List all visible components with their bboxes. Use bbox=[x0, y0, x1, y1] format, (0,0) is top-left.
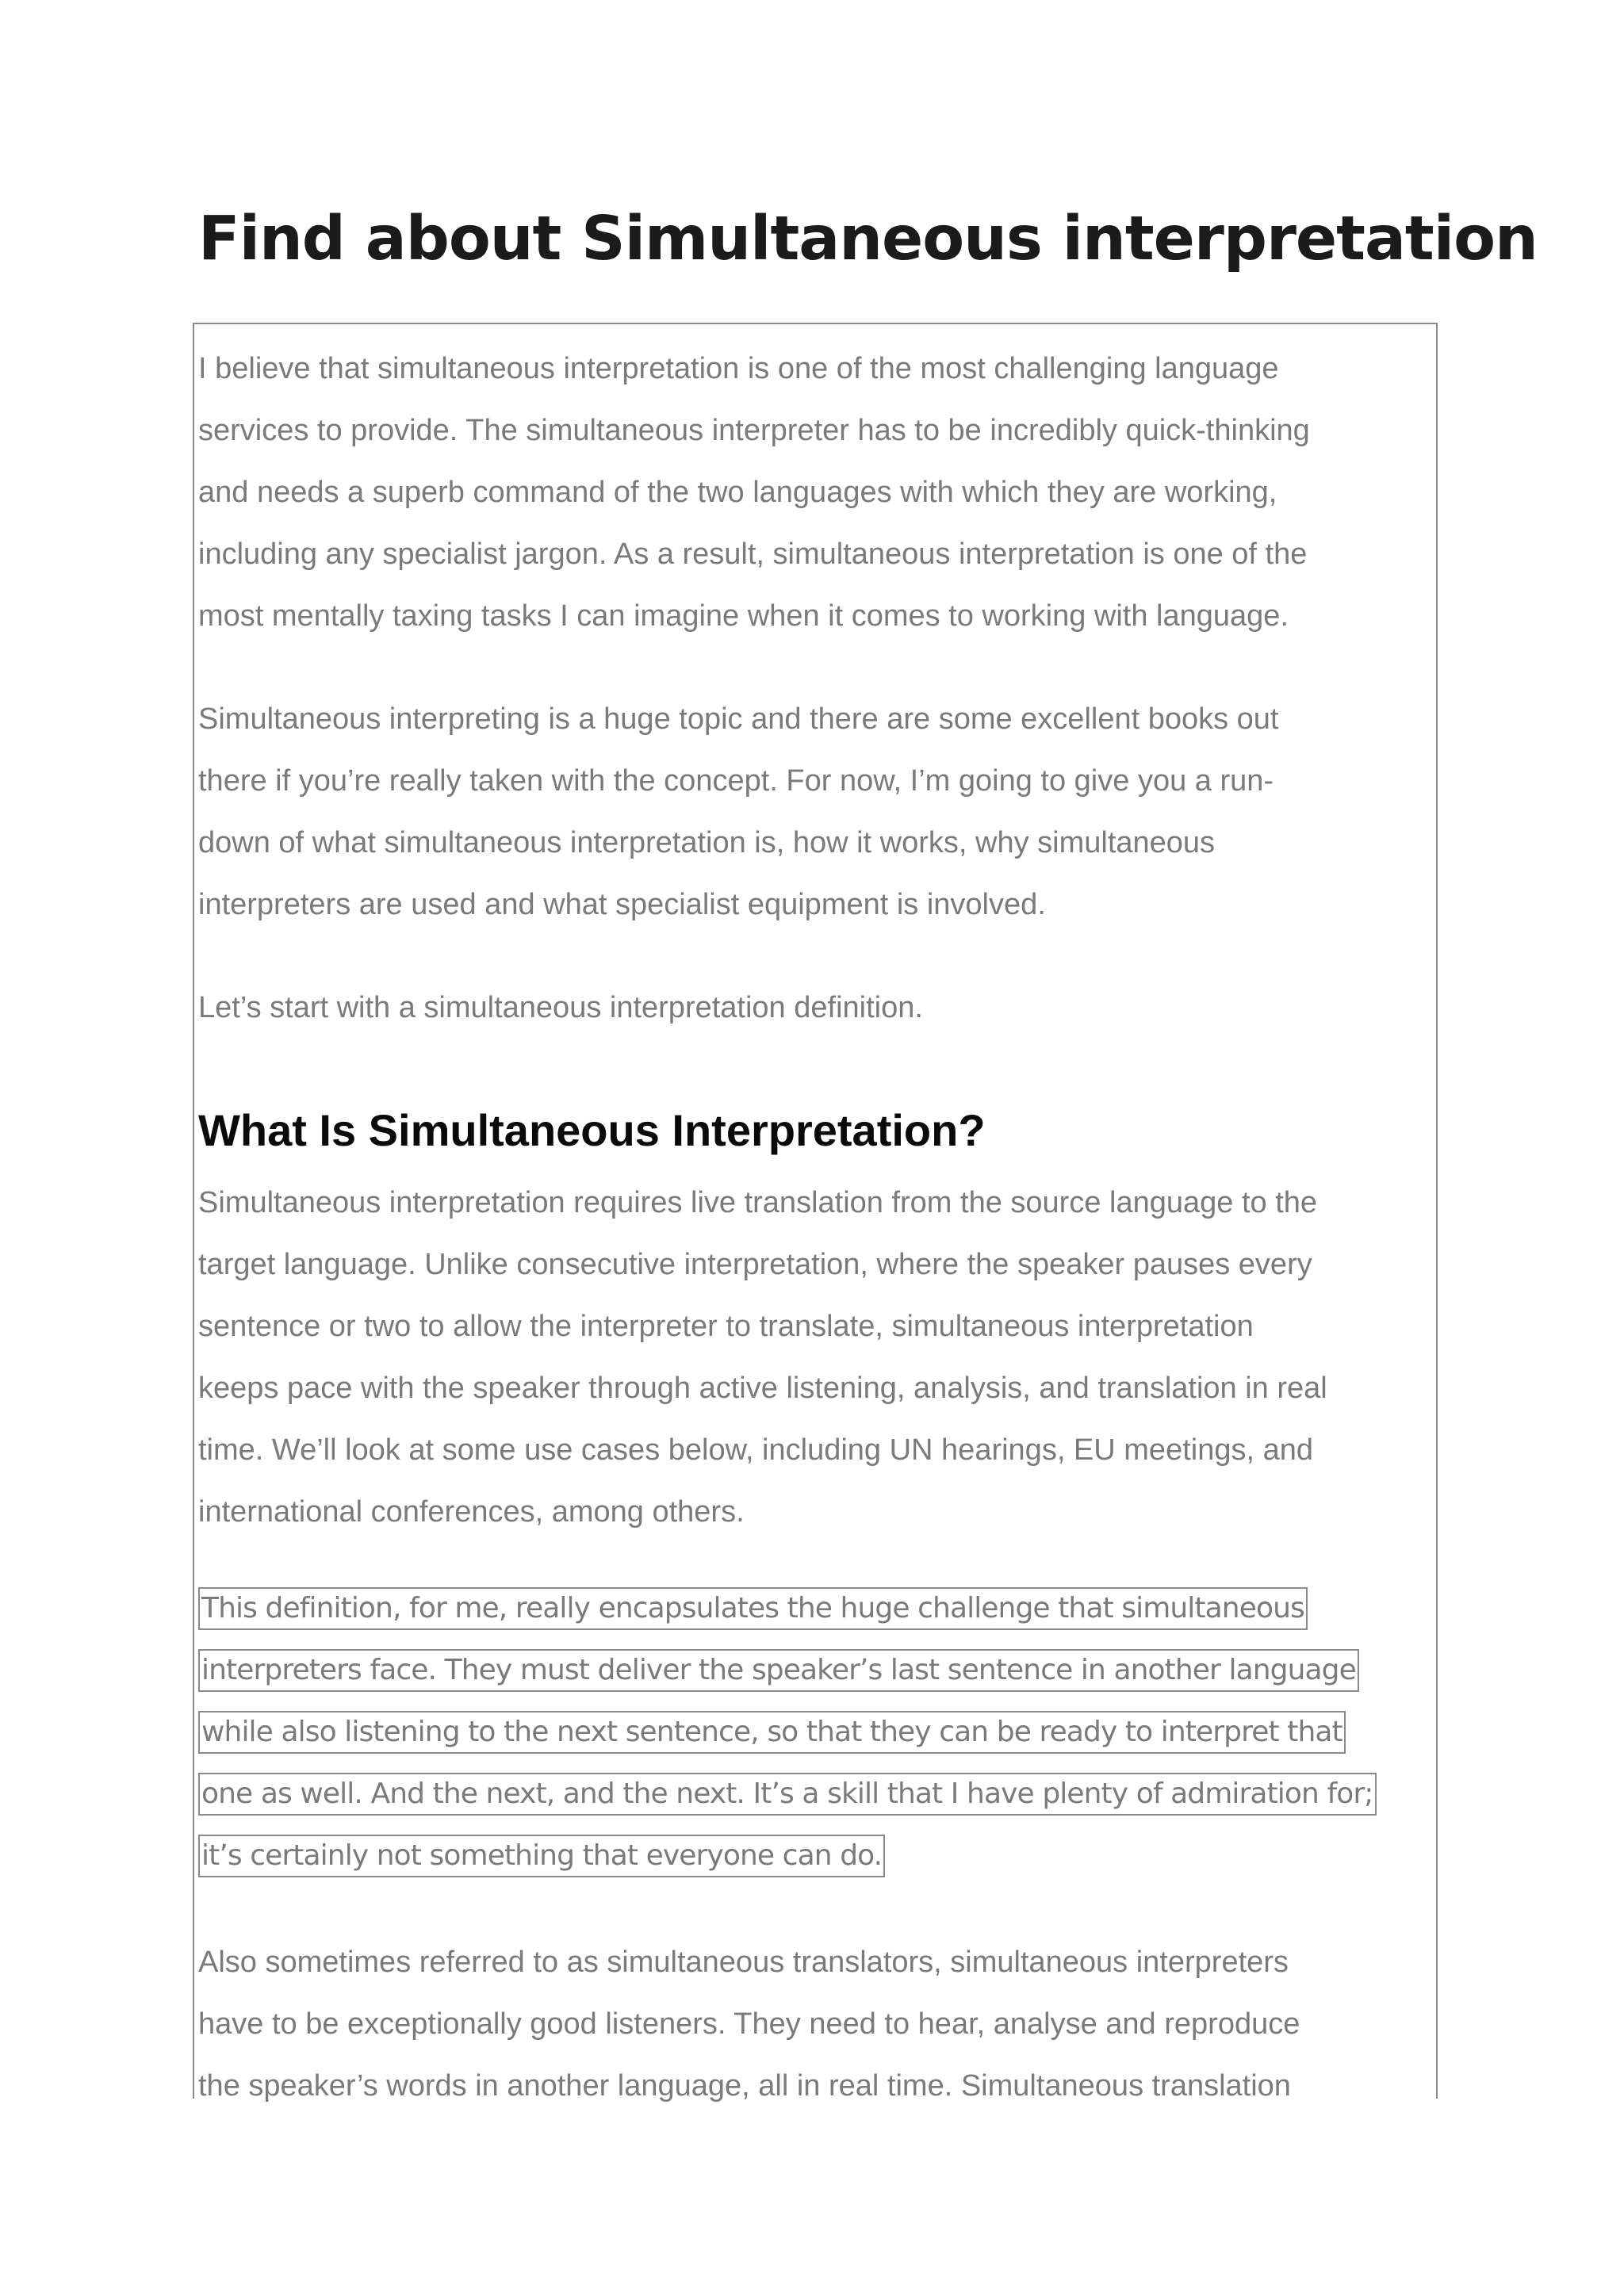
highlighted-line: it’s certainly not something that everyone can do. bbox=[198, 1835, 885, 1877]
text-line: Also sometimes referred to as simultaneous translators, simultaneous interpreters bbox=[198, 1946, 1289, 1979]
text-line: including any specialist jargon. As a result, simultaneous interpretation is one of the bbox=[198, 538, 1308, 571]
text-line: Simultaneous interpretation requires live translation from the source language to the bbox=[198, 1186, 1318, 1219]
text-line: and needs a superb command of the two languages with which they are working, bbox=[198, 476, 1277, 509]
section-heading: What Is Simultaneous Interpretation? bbox=[198, 1105, 986, 1155]
highlighted-paragraph bbox=[198, 1578, 1435, 1887]
text-line: services to provide. The simultaneous interpreter has to be incredibly quick-thinking bbox=[198, 414, 1310, 447]
text-line: the speaker’s words in another language, all in real time. Simultaneous translation bbox=[198, 2069, 1291, 2103]
text-line: Let’s start with a simultaneous interpretation definition. bbox=[198, 991, 923, 1024]
text-line: down of what simultaneous interpretation is, how it works, why simultaneous bbox=[198, 826, 1216, 859]
text-line: I believe that simultaneous interpretation is one of the most challenging language bbox=[198, 352, 1279, 385]
intro-paragraph-1 bbox=[198, 338, 1435, 647]
highlighted-line: interpreters face. They must deliver the speaker’s last sentence in another language bbox=[198, 1649, 1359, 1692]
text-line: sentence or two to allow the interpreter to translate, simultaneous interpretation bbox=[198, 1310, 1254, 1343]
text-line: keeps pace with the speaker through active listening, analysis, and translation in real bbox=[198, 1372, 1327, 1405]
intro-paragraph-2 bbox=[198, 688, 1435, 936]
text-line: have to be exceptionally good listeners. They need to hear, analyse and reproduce bbox=[198, 2007, 1300, 2041]
intro-paragraph-3 bbox=[198, 977, 1435, 1039]
highlighted-line: while also listening to the next sentence, so that they can be ready to interpret that bbox=[198, 1711, 1346, 1754]
text-line: Simultaneous interpreting is a huge topic and there are some excellent books out bbox=[198, 702, 1279, 736]
definition-paragraph bbox=[198, 1172, 1435, 1543]
text-line: target language. Unlike consecutive interpretation, where the speaker pauses every bbox=[198, 1248, 1312, 1281]
highlighted-line: one as well. And the next, and the next. It’s a skill that I have plenty of admiration for; bbox=[198, 1773, 1377, 1816]
text-line: time. We’ll look at some use cases below, including UN hearings, EU meetings, and bbox=[198, 1433, 1313, 1467]
text-line: there if you’re really taken with the concept. For now, I’m going to give you a run- bbox=[198, 764, 1274, 798]
highlighted-line: This definition, for me, really encapsulates the huge challenge that simultaneous bbox=[198, 1587, 1308, 1630]
page-title: Find about Simultaneous interpretation bbox=[198, 204, 1538, 274]
text-line: most mentally taxing tasks I can imagine when it comes to working with language. bbox=[198, 599, 1289, 633]
closing-paragraph bbox=[198, 1931, 1435, 2117]
text-line: international conferences, among others. bbox=[198, 1495, 745, 1529]
text-line: interpreters are used and what specialist equipment is involved. bbox=[198, 888, 1046, 921]
